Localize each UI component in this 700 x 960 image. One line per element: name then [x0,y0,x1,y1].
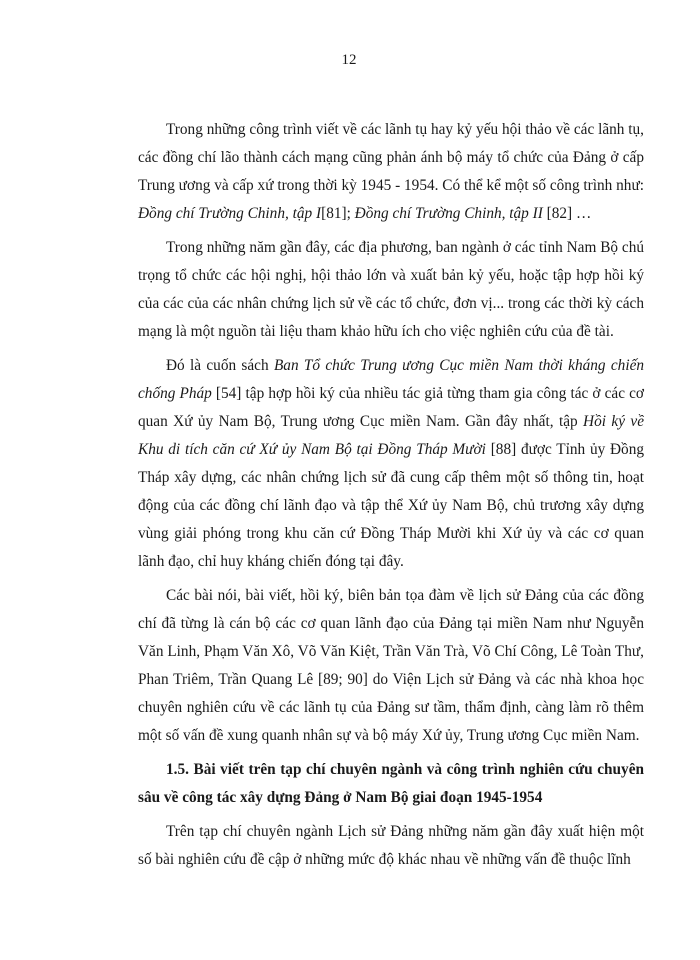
paragraph-1 [138,116,644,228]
paragraph-1-book-2: Đồng chí Trường Chinh, tập II [354,205,543,222]
paragraph-1-ref-1: [81]; [321,205,355,222]
paragraph-2: Trong những năm gần đây, các địa phương, ban ngành ở các tỉnh Nam Bộ chú trọng tổ chức các hội nghị, hội thảo lớn và xuất bản kỷ yếu, hoặc tập hợp hồi ký của các của các nhân chứng lịch sử về các tổ chức, đơn vị... trong các thời kỳ cách mạng là một nguồn tài liệu tham khảo hữu ích cho việc nghiên cứu của đề tài. [138,239,644,340]
section-heading: 1.5. Bài viết trên tạp chí chuyên ngành và công trình nghiên cứu chuyên sâu về công tác xây dựng Đảng ở Nam Bộ giai đoạn 1945-1954 [138,761,644,806]
page-number: 12 [341,52,357,68]
paragraph-4: Các bài nói, bài viết, hồi ký, biên bản tọa đàm về lịch sử Đảng của các đồng chí đã từng là cán bộ các cơ quan lãnh đạo của Đảng tại miền Nam như Nguyễn Văn Linh, Phạm Văn Xô, Võ Văn Kiệt, Trần Văn Trà, Võ Chí Công, Lê Toàn Thư, Phan Triêm, Trần Quang Lê [89; 90] do Viện Lịch sử Đảng và các nhà khoa học chuyên nghiên cứu về các lãnh tụ của Đảng sư tầm, thẩm định, càng làm rõ thêm một số vấn đề xung quanh nhân sự và bộ máy Xứ ủy, Trung ương Cục miền Nam. [138,587,644,744]
paragraph-3-text-1: Đó là cuốn sách [166,357,274,374]
paragraph-3 [138,352,644,576]
paragraph-3-text-3: [88] được Tỉnh ủy Đồng Tháp xây dựng, các nhân chứng lịch sử đã cung cấp thêm một số thông tin, hoạt động của các đồng chí lãnh đạo và tập thể Xứ ủy Nam Bộ, chủ trương xây dựng vùng giải phóng trong khu căn cứ Đồng Tháp Mười khi Xứ ủy và các cơ quan lãnh đạo, chỉ huy kháng chiến đóng tại đây. [138,441,645,570]
paragraph-3-book-1: Ban Tổ chức Trung ương Cục miền Nam thời kháng chiến chống Pháp [138,357,645,402]
paragraph-1-text: Trong những công trình viết về các lãnh tụ hay kỷ yếu hội thảo về các lãnh tụ, các đồng chí lão thành cách mạng cũng phản ánh bộ máy tổ chức của Đảng ở cấp Trung ương và cấp xứ trong thời kỳ 1945 - 1954. Có thể kể một số công trình như: [138,121,644,194]
paragraph-5: Trên tạp chí chuyên ngành Lịch sử Đảng những năm gần đây xuất hiện một số bài nghiên cứu đề cập ở những mức độ khác nhau về những vấn đề thuộc lĩnh [138,823,644,868]
paragraph-1-book-1: Đồng chí Trường Chinh, tập I [138,205,322,222]
paragraph-3-text-2: [54] tập hợp hồi ký của nhiều tác giả từng tham gia công tác ở các cơ quan Xứ ủy Nam Bộ, Trung ương Cục miền Nam. Gần đây nhất, tập [138,385,644,430]
paragraph-3-book-2: Hồi ký về Khu di tích căn cứ Xứ ủy Nam Bộ tại Đồng Tháp Mười [138,413,644,458]
paragraph-1-ref-2: [82] … [542,205,592,222]
